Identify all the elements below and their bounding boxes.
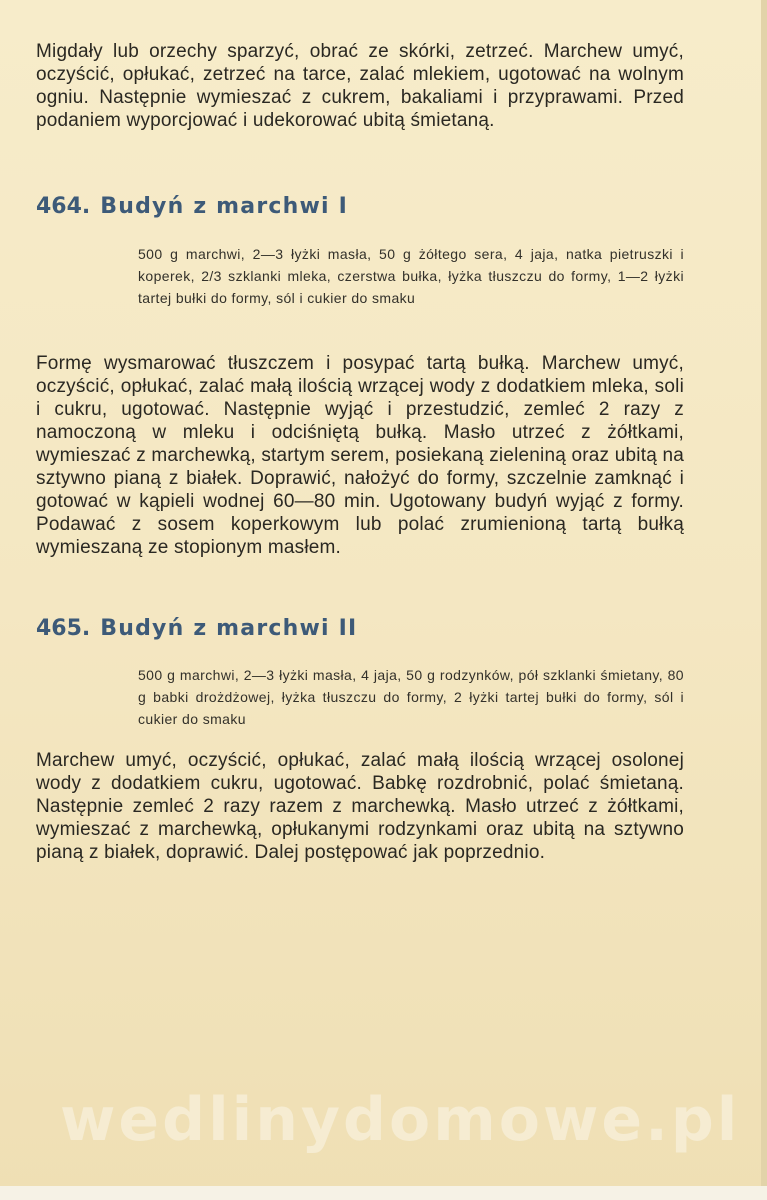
recipe-465-heading: [36, 616, 357, 641]
recipe-465-method: Marchew umyć, oczyścić, opłukać, zalać małą ilością wrzącej osolonej wody z dodatkiem cukru, ugotować. Babkę rozdrobnić, polać śmietaną. Następnie zemleć 2 razy razem z marchewką. Masło utrzeć z żółtkami, wymieszać z marchewką, opłukanymi rodzynkami oraz ubitą na sztywno pianą z białek, doprawić. Dalej postępować jak poprzednio.: [36, 750, 684, 863]
page-bottom-margin: [0, 1186, 767, 1200]
recipe-465-ingredients: 500 g marchwi, 2—3 łyżki masła, 4 jaja, 50 g rodzynków, pół szklanki śmietany, 80 g babki drożdżowej, łyżka tłuszczu do formy, 2 łyżki tartej bułki do formy, sól i cukier do smaku: [138, 667, 684, 727]
intro-paragraph: Migdały lub orzechy sparzyć, obrać ze skórki, zetrzeć. Marchew umyć, oczyścić, opłukać, zetrzeć na tarce, zalać mlekiem, ugotować na wolnym ogniu. Następnie wymieszać z cukrem, bakaliami i przyprawami. Przed podaniem wyporcjować i udekorować ubitą śmietaną.: [36, 41, 684, 131]
watermark: wedlinydomowe.pl: [60, 1085, 741, 1155]
recipe-464-title: Budyń z marchwi I: [100, 194, 349, 219]
recipe-464-heading: [36, 194, 348, 219]
recipe-464-ingredients: 500 g marchwi, 2—3 łyżki masła, 50 g żółtego sera, 4 jaja, natka pietruszki i koperek, 2/3 szklanki mleka, czerstwa bułka, łyżka tłuszczu do formy, 1—2 łyżki tartej bułki do formy, sól i cukier do smaku: [138, 246, 684, 306]
page-edge-shadow: [761, 0, 767, 1200]
recipe-464-number: 464.: [36, 194, 91, 219]
recipe-465-title: Budyń z marchwi II: [100, 616, 358, 641]
recipe-464-method: Formę wysmarować tłuszczem i posypać tartą bułką. Marchew umyć, oczyścić, opłukać, zalać małą ilością wrzącej wody z dodatkiem mleka, soli i cukru, ugotować. Następnie wyjąć i przestudzić, zemleć 2 razy z namoczoną w mleku i odciśniętą bułką. Masło utrzeć z żółtkami, wymieszać z marchewką, startym serem, posiekaną zieleniną oraz ubitą na sztywno pianą z białek. Doprawić, nałożyć do formy, szczelnie zamknąć i gotować w kąpieli wodnej 60—80 min. Ugotowany budyń wyjąć z formy. Podawać z sosem koperkowym lub polać zrumienioną tartą bułką wymieszaną ze stopionym masłem.: [36, 353, 684, 558]
recipe-465-number: 465.: [36, 616, 91, 641]
